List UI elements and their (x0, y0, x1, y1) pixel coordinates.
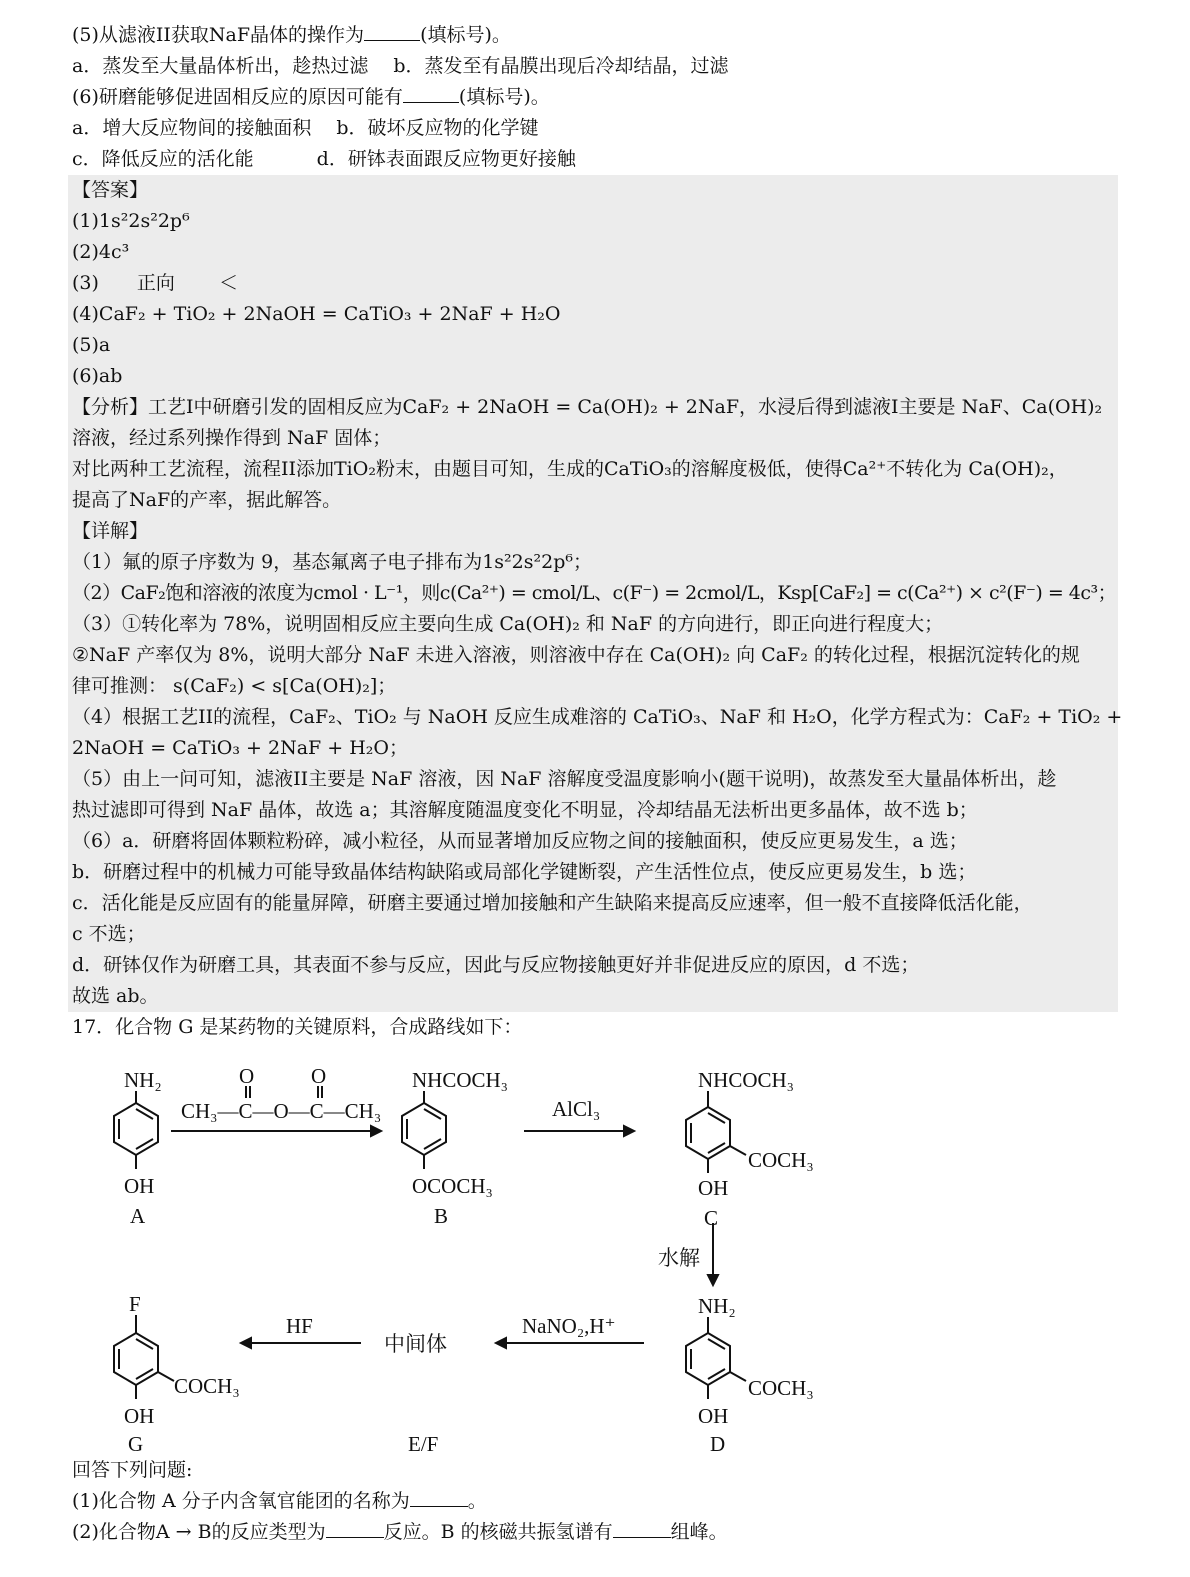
reagent1: CH₃—C—O—C—CH₃ (181, 1099, 382, 1123)
detail-11: b．研磨过程中的机械力可能导致晶体结构缺陷或局部化学键断裂，产生活性位点，使反应更易发生，b 选； (72, 861, 977, 883)
G-side-group: COCH₃ (174, 1374, 240, 1398)
q5-blank[interactable] (364, 22, 420, 41)
reagent4: HF (286, 1314, 313, 1338)
q6-blank[interactable] (403, 84, 459, 103)
detail-5: 律可推测： s(CaF₂) < s[Ca(OH)₂]； (72, 675, 397, 697)
reagent2: AlCl₃ (552, 1097, 601, 1121)
detail-8: （5）由上一问可知，滤液II主要是 NaF 溶液，因 NaF 溶解度受温度影响小(题干说明)，故蒸发至大量晶体析出，趁 (72, 768, 1057, 790)
B-label: B (434, 1204, 449, 1228)
analysis-1: 【分析】工艺I中研磨引发的固相反应为CaF₂ + 2NaOH = Ca(OH)₂ + 2NaF，水浸后得到滤液I主要是 NaF、Ca(OH)₂ (72, 396, 1103, 418)
page (72, 20, 1123, 1548)
A-label: A (130, 1204, 146, 1228)
answer-6: (6)ab (72, 365, 123, 387)
q5-text-end: (填标号)。 (420, 24, 511, 46)
A-top-group: NH₂ (124, 1068, 162, 1092)
answer-4: (4)CaF₂ + TiO₂ + 2NaOH = CaTiO₃ + 2NaF + H₂O (72, 303, 561, 325)
answer-5: (5)a (72, 334, 111, 356)
answer-block (68, 175, 1123, 1012)
detail-4: ②NaF 产率仅为 8%，说明大部分 NaF 未进入溶液，则溶液中存在 Ca(OH)₂ 向 CaF₂ 的转化过程，根据沉淀转化的规 (72, 644, 1080, 666)
q17-part1-blank[interactable] (410, 1488, 468, 1507)
q6-options-2: c．降低反应的活化能 d．研钵表面跟反应物更好接触 (72, 148, 576, 170)
q6-text: (6)研磨能够促进固相反应的原因可能有 (72, 86, 403, 108)
q17-part1 (72, 1486, 1118, 1517)
D-bottom-group: OH (698, 1404, 729, 1428)
D-label: D (710, 1432, 726, 1455)
A-bottom-group: OH (124, 1174, 155, 1198)
answer-2: (2)4c³ (72, 241, 130, 263)
q17-part1-text: (1)化合物 A 分子内含氧官能团的名称为 (72, 1490, 410, 1512)
detail-14: d．研钵仅作为研磨工具，其表面不参与反应，因此与反应物接触更好并非促进反应的原因，d 不选； (72, 954, 920, 976)
q17-part2-blank-1[interactable] (326, 1519, 384, 1538)
detail-13: c 不选； (72, 923, 146, 945)
detail-7: 2NaOH = CaTiO₃ + 2NaF + H₂O； (72, 737, 408, 759)
answer-heading: 【答案】 (72, 179, 149, 201)
D-side-group: COCH₃ (748, 1376, 814, 1400)
detail-1: （1）氟的原子序数为 9，基态氟离子电子排布为1s²2s²2p⁶； (72, 551, 592, 573)
detail-15: 故选 ab。 (72, 985, 159, 1007)
C-side-group: COCH₃ (748, 1148, 814, 1172)
D-top-group: NH₂ (698, 1294, 736, 1318)
q5-options: a．蒸发至大量晶体析出，趁热过滤 b．蒸发至有晶膜出现后冷却结晶，过滤 (72, 55, 729, 77)
q17-part2-blank-2[interactable] (613, 1519, 671, 1538)
reagent1-oxygen-1: O (239, 1064, 255, 1088)
q17-part2 (72, 1517, 1118, 1548)
q17-part1-end: 。 (467, 1490, 487, 1512)
C-label: C (704, 1206, 719, 1230)
reagent3: NaNO₂,H⁺ (522, 1314, 616, 1338)
ring-C (686, 1091, 746, 1173)
EF-label: E/F (408, 1432, 439, 1455)
detail-6: （4）根据工艺II的流程，CaF₂、TiO₂ 与 NaOH 反应生成难溶的 CaTiO₃、NaF 和 H₂O，化学方程式为：CaF₂ + TiO₂ + (72, 706, 1123, 728)
synthesis-scheme (0, 1043, 1118, 1455)
B-top-group: NHCOCH₃ (412, 1068, 508, 1092)
detail-3: （3）①转化率为 78%，说明固相反应主要向生成 Ca(OH)₂ 和 NaF 的方向进行，即正向进行程度大； (72, 613, 944, 635)
ring-A (114, 1091, 158, 1169)
analysis-4: 提高了NaF的产率，据此解答。 (72, 489, 342, 511)
G-label: G (128, 1432, 144, 1455)
q17-stem: 17．化合物 G 是某药物的关键原料，合成路线如下： (72, 1016, 523, 1038)
q17-part2-text: (2)化合物A → B的反应类型为 (72, 1521, 326, 1543)
q17-part2-end: 组峰。 (670, 1521, 728, 1543)
B-bottom-group: OCOCH₃ (412, 1174, 493, 1198)
analysis-3: 对比两种工艺流程，流程II添加TiO₂粉末，由题目可知，生成的CaTiO₃的溶解度极低，使得Ca²⁺不转化为 Ca(OH)₂， (72, 458, 1068, 480)
ring-G (114, 1315, 174, 1399)
q5-text: (5)从滤液II获取NaF晶体的操作为 (72, 24, 365, 46)
q5-line (72, 20, 1118, 51)
analysis-2: 溶液，经过系列操作得到 NaF 固体； (72, 427, 392, 449)
intermediate: 中间体 (384, 1332, 447, 1356)
answer-1: (1)1s²2s²2p⁶ (72, 210, 190, 232)
q6-options-1: a．增大反应物间的接触面积 b．破坏反应物的化学键 (72, 117, 539, 139)
detail-heading: 【详解】 (72, 520, 149, 542)
C-bottom-group: OH (698, 1176, 729, 1200)
hydrolysis-label: 水解 (658, 1246, 700, 1270)
detail-10: （6）a．研磨将固体颗粒粉碎，减小粒径，从而显著增加反应物之间的接触面积，使反应更易发生，a 选； (72, 830, 968, 852)
answer-prompt: 回答下列问题: (72, 1459, 193, 1481)
C-top-group: NHCOCH₃ (698, 1068, 794, 1092)
reagent1-oxygen-2: O (311, 1064, 327, 1088)
answer-3: (3) 正向 ＜ (72, 272, 238, 294)
q6-text-end: (填标号)。 (458, 86, 550, 108)
q17-part2-mid: 反应。B 的核磁共振氢谱有 (383, 1521, 613, 1543)
ring-D (686, 1317, 746, 1399)
detail-2: （2）CaF₂饱和溶液的浓度为cmol · L⁻¹，则c(Ca²⁺) = cmol/L、c(F⁻) = 2cmol/L，Ksp[CaF₂] = c(Ca²⁺) × c²(F⁻) = 4c³； (72, 582, 1117, 604)
G-top-group: F (129, 1292, 141, 1316)
G-bottom-group: OH (124, 1404, 155, 1428)
detail-12: c．活化能是反应固有的能量屏障，研磨主要通过增加接触和产生缺陷来提高反应速率，但一般不直接降低活化能， (72, 892, 1033, 914)
detail-9: 热过滤即可得到 NaF 晶体，故选 a；其溶解度随温度变化不明显，冷却结晶无法析出更多晶体，故不选 b； (72, 799, 978, 821)
ring-B (402, 1091, 446, 1169)
q6-line (72, 82, 1118, 113)
